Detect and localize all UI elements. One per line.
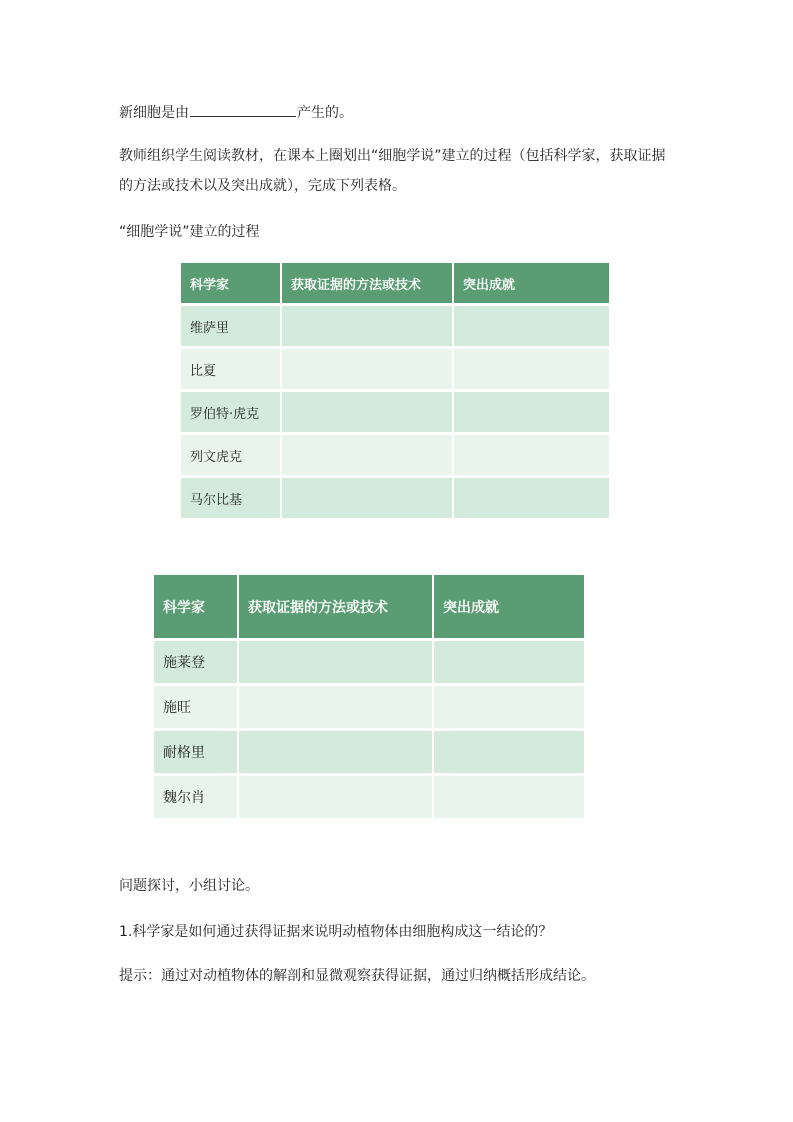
achievement-cell[interactable] bbox=[454, 392, 609, 432]
table-row bbox=[181, 392, 609, 432]
achievement-cell[interactable] bbox=[454, 306, 609, 346]
scientist-cell: 施莱登 bbox=[154, 641, 237, 683]
table-header-row bbox=[181, 263, 609, 303]
scientist-cell: 魏尔肖 bbox=[154, 776, 237, 818]
scientist-cell: 罗伯特·虎克 bbox=[181, 392, 280, 432]
header-method: 获取证据的方法或技术 bbox=[239, 575, 432, 638]
header-achievement: 突出成就 bbox=[434, 575, 584, 638]
scientist-cell: 马尔比基 bbox=[181, 478, 280, 518]
table-caption: “细胞学说”建立的过程 bbox=[119, 224, 260, 240]
instruction-line-2: 的方法或技术以及突出成就），完成下列表格。 bbox=[119, 178, 406, 194]
method-cell[interactable] bbox=[282, 392, 452, 432]
header-achievement: 突出成就 bbox=[454, 263, 609, 303]
header-scientist: 科学家 bbox=[154, 575, 237, 638]
method-cell[interactable] bbox=[282, 349, 452, 389]
method-cell[interactable] bbox=[282, 306, 452, 346]
achievement-cell[interactable] bbox=[434, 776, 584, 818]
scientist-cell: 维萨里 bbox=[181, 306, 280, 346]
scientist-cell: 耐格里 bbox=[154, 731, 237, 773]
achievement-cell[interactable] bbox=[454, 478, 609, 518]
method-cell[interactable] bbox=[239, 731, 432, 773]
achievement-cell[interactable] bbox=[454, 435, 609, 475]
table-row bbox=[181, 349, 609, 389]
table-row bbox=[154, 776, 584, 818]
table-row bbox=[181, 435, 609, 475]
scientist-cell: 比夏 bbox=[181, 349, 280, 389]
method-cell[interactable] bbox=[282, 435, 452, 475]
header-method: 获取证据的方法或技术 bbox=[282, 263, 452, 303]
answer-blank[interactable] bbox=[190, 101, 296, 117]
scientists-table-2 bbox=[152, 572, 586, 821]
achievement-cell[interactable] bbox=[434, 641, 584, 683]
method-cell[interactable] bbox=[239, 641, 432, 683]
instruction-line-1: 教师组织学生阅读教材，在课本上圈划出“细胞学说”建立的过程（包括科学家，获取证据 bbox=[119, 148, 666, 164]
achievement-cell[interactable] bbox=[454, 349, 609, 389]
achievement-cell[interactable] bbox=[434, 686, 584, 728]
method-cell[interactable] bbox=[282, 478, 452, 518]
discussion-heading: 问题探讨，小组讨论。 bbox=[119, 878, 259, 894]
scientist-cell: 施旺 bbox=[154, 686, 237, 728]
fill-suffix: 产生的。 bbox=[297, 105, 353, 121]
header-scientist: 科学家 bbox=[181, 263, 280, 303]
question-1: 1.科学家是如何通过获得证据来说明动植物体由细胞构成这一结论的？ bbox=[119, 924, 553, 940]
table-header-row bbox=[154, 575, 584, 638]
scientist-cell: 列文虎克 bbox=[181, 435, 280, 475]
fill-in-sentence bbox=[119, 101, 353, 123]
method-cell[interactable] bbox=[239, 776, 432, 818]
fill-prefix: 新细胞是由 bbox=[119, 105, 189, 121]
achievement-cell[interactable] bbox=[434, 731, 584, 773]
table-row bbox=[181, 478, 609, 518]
hint-1: 提示：通过对动植物体的解剖和显微观察获得证据，通过归纳概括形成结论。 bbox=[119, 968, 595, 984]
table-row bbox=[181, 306, 609, 346]
scientists-table-1 bbox=[179, 260, 611, 521]
table-row bbox=[154, 686, 584, 728]
table-row bbox=[154, 641, 584, 683]
method-cell[interactable] bbox=[239, 686, 432, 728]
table-row bbox=[154, 731, 584, 773]
